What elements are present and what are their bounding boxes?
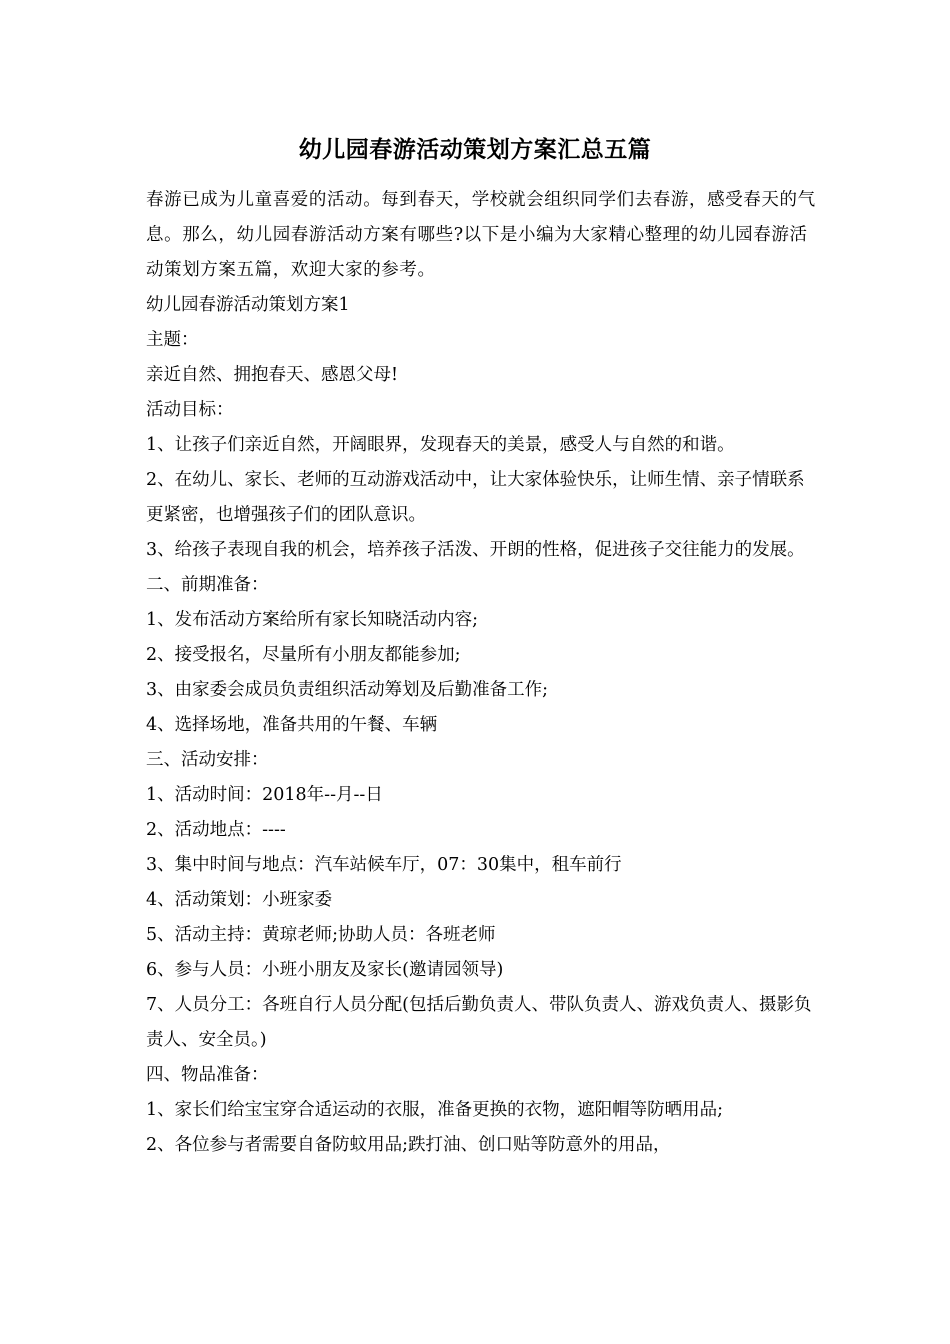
goal-item: 1、让孩子们亲近自然，开阔眼界，发现春天的美景，感受人与自然的和谐。 <box>146 435 735 455</box>
preparation-item: 2、接受报名，尽量所有小朋友都能参加; <box>146 645 461 665</box>
preparation-item: 3、由家委会成员负责组织活动筹划及后勤准备工作; <box>146 680 549 700</box>
goal-item: 2、在幼儿、家长、老师的互动游戏活动中，让大家体验快乐，让师生情、亲子情联系更紧密，也增强孩子们的团队意识。 <box>146 470 805 525</box>
arrangement-heading: 三、活动安排： <box>146 750 269 770</box>
supplies-item: 2、各位参与者需要自备防蚊用品;跌打油、创口贴等防意外的用品， <box>146 1135 671 1155</box>
arrangement-item: 7、人员分工：各班自行人员分配(包括后勤负责人、带队负责人、游戏负责人、摄影负责人、安全员。) <box>146 995 812 1050</box>
supplies-item: 1、家长们给宝宝穿合适运动的衣服，准备更换的衣物，遮阳帽等防晒用品; <box>146 1100 724 1120</box>
theme-text: 亲近自然、拥抱春天、感恩父母! <box>146 365 399 385</box>
arrangement-item: 6、参与人员：小班小朋友及家长(邀请园领导) <box>146 960 504 980</box>
document-title: 幼儿园春游活动策划方案汇总五篇 <box>298 136 652 163</box>
arrangement-item: 1、活动时间：2018年--月--日 <box>146 785 383 805</box>
arrangement-item: 2、活动地点：---- <box>146 820 286 840</box>
plan-heading: 幼儿园春游活动策划方案1 <box>146 295 350 315</box>
preparation-item: 1、发布活动方案给所有家长知晓活动内容; <box>146 610 479 630</box>
arrangement-item: 5、活动主持：黄琼老师;协助人员：各班老师 <box>146 925 496 945</box>
goal-item: 3、给孩子表现自我的机会，培养孩子活泼、开朗的性格，促进孩子交往能力的发展。 <box>146 540 805 560</box>
intro-paragraph: 春游已成为儿童喜爱的活动。每到春天，学校就会组织同学们去春游，感受春天的气息。那么，幼儿园春游活动方案有哪些?以下是小编为大家精心整理的幼儿园春游活动策划方案五篇，欢迎大家的参考。 <box>146 190 816 280</box>
document-body <box>146 183 818 1163</box>
arrangement-item: 3、集中时间与地点：汽车站候车厅，07：30集中，租车前行 <box>146 855 622 875</box>
theme-label: 主题： <box>146 330 199 350</box>
preparation-item: 4、选择场地，准备共用的午餐、车辆 <box>146 715 438 735</box>
preparation-heading: 二、前期准备： <box>146 575 269 595</box>
supplies-heading: 四、物品准备： <box>146 1065 269 1085</box>
arrangement-item: 4、活动策划：小班家委 <box>146 890 333 910</box>
goals-heading: 活动目标： <box>146 400 234 420</box>
